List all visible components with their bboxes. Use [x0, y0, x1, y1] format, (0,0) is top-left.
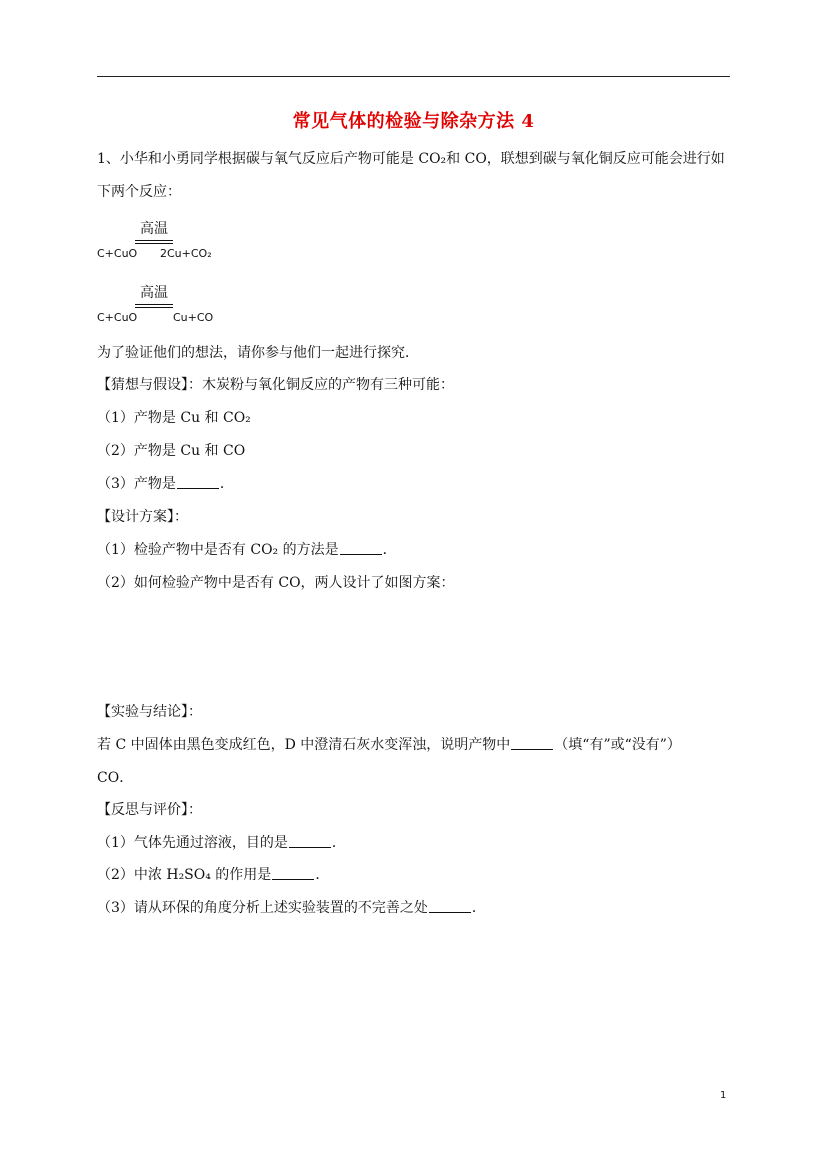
reflect-2	[97, 866, 329, 884]
reaction-1-condition-text: 高温	[140, 221, 168, 237]
reaction-1-condition	[135, 218, 173, 244]
experiment-hint: （填“有”或“没有”）	[554, 737, 681, 753]
experiment-line-2: CO．	[97, 770, 134, 786]
experiment-line-1	[97, 736, 681, 754]
answer-blank[interactable]	[429, 899, 471, 913]
reflect-2-end: ．	[315, 867, 330, 883]
reflect-3-end: ．	[471, 900, 486, 916]
reflect-3	[97, 899, 486, 917]
reaction-1-products-wrap	[160, 245, 212, 263]
hypothesis-3-end: ．	[219, 476, 234, 492]
reflect-1	[97, 834, 346, 852]
reflect-1-end: ．	[331, 835, 346, 851]
design-1	[97, 541, 397, 559]
reflect-heading: 【反思与评价】：	[97, 802, 202, 818]
reaction-2-reactants: C+CuO	[97, 311, 138, 324]
experiment-heading: 【实验与结论】：	[97, 704, 202, 720]
reaction-2	[97, 309, 137, 327]
reaction-1-equals-bar	[135, 240, 173, 244]
reaction-2-condition	[135, 282, 173, 308]
reaction-1	[97, 245, 137, 263]
invite-text: 为了验证他们的想法，请你参与他们一起进行探究．	[97, 345, 419, 361]
answer-blank[interactable]	[511, 736, 553, 750]
reaction-1-products: 2Cu+CO₂	[160, 247, 212, 260]
answer-blank[interactable]	[177, 475, 219, 489]
experiment-text: 若 C 中固体由黑色变成红色，D 中澄清石灰水变浑浊，说明产物中	[97, 737, 511, 753]
reaction-2-products: Cu+CO	[173, 311, 214, 324]
reaction-2-condition-text: 高温	[140, 285, 168, 301]
page-title: 常见气体的检验与除杂方法 4	[292, 111, 535, 132]
page-number: 1	[720, 1090, 727, 1101]
hypothesis-heading: 【猜想与假设】：木炭粉与氧化铜反应的产物有三种可能：	[97, 377, 454, 393]
header-rule	[97, 76, 730, 77]
hypothesis-2: （2）产物是 Cu 和 CO	[97, 443, 246, 459]
reflect-2-text: （2）中浓 H₂SO₄ 的作用是	[97, 867, 272, 883]
reflect-1-text: （1）气体先通过溶液，目的是	[97, 835, 288, 851]
reaction-2-equals-bar	[135, 304, 173, 308]
design-1-text: （1）检验产物中是否有 CO₂ 的方法是	[97, 542, 339, 558]
design-2: （2）如何检验产物中是否有 CO，两人设计了如图方案：	[97, 575, 455, 591]
reaction-2-products-wrap	[173, 309, 213, 327]
answer-blank[interactable]	[272, 866, 314, 880]
reflect-3-text: （3）请从环保的角度分析上述实验装置的不完善之处	[97, 900, 428, 916]
hypothesis-3	[97, 475, 234, 493]
reaction-1-reactants: C+CuO	[97, 247, 138, 260]
intro-line-2: 下两个反应：	[97, 184, 181, 200]
answer-blank[interactable]	[289, 834, 331, 848]
intro-line-1: 1、小华和小勇同学根据碳与氧气反应后产物可能是 CO₂和 CO，联想到碳与氧化铜反应可能会进行如	[97, 151, 725, 167]
hypothesis-3-text: （3）产物是	[97, 476, 176, 492]
answer-blank[interactable]	[340, 541, 382, 555]
hypothesis-1: （1）产物是 Cu 和 CO₂	[97, 410, 251, 426]
design-heading: 【设计方案】：	[97, 509, 188, 525]
design-1-end: ．	[382, 542, 397, 558]
